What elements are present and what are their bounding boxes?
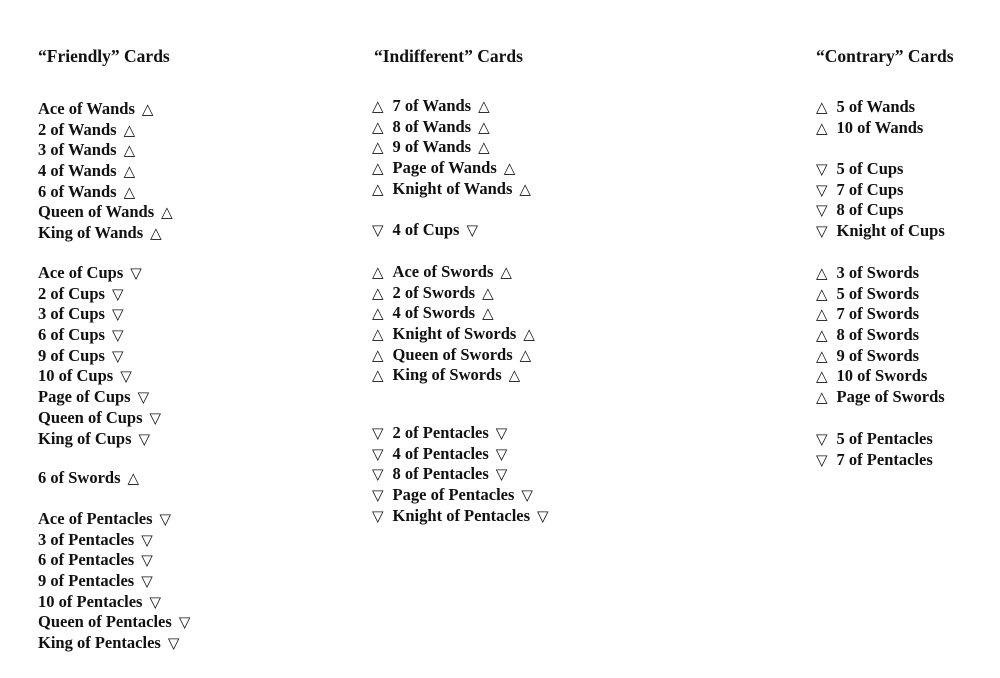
up-triangle-icon: △ [372, 283, 384, 302]
card-name: King of Wands [38, 223, 144, 243]
up-triangle-icon: △ [816, 118, 828, 137]
card-row [372, 158, 531, 179]
card-name: 10 of Cups [38, 366, 114, 386]
down-triangle-icon: ▽ [495, 465, 508, 484]
card-name: Ace of Wands [38, 99, 135, 118]
card-row [372, 179, 531, 200]
card-row [38, 161, 173, 182]
up-triangle-icon: △ [372, 263, 384, 281]
down-triangle-icon: ▽ [816, 160, 828, 178]
up-triangle-icon: △ [123, 141, 136, 160]
friendly-wands-group [38, 99, 173, 244]
up-triangle-icon: △ [816, 284, 828, 303]
card-row [816, 118, 923, 139]
card-name: Ace of Pentacles [38, 509, 153, 528]
up-triangle-icon: △ [816, 326, 828, 345]
card-name: 2 of Wands [38, 119, 117, 139]
down-triangle-icon: ▽ [521, 486, 533, 505]
card-name: 3 of Cups [38, 304, 105, 324]
down-triangle-icon: ▽ [141, 572, 153, 591]
down-triangle-icon: ▽ [111, 284, 124, 303]
card-row [38, 223, 173, 244]
indifferent-cups-group [372, 220, 478, 241]
card-name: 10 of Swords [836, 366, 928, 386]
card-name: Queen of Pentacles [38, 612, 172, 632]
card-row [372, 262, 535, 283]
card-name: 7 of Pentacles [836, 449, 933, 469]
card-name: 6 of Swords [38, 468, 121, 487]
card-name: Knight of Swords [392, 324, 517, 344]
card-row [372, 464, 549, 485]
down-triangle-icon: ▽ [178, 613, 191, 632]
friendly-pentacles-group [38, 509, 190, 654]
down-triangle-icon: ▽ [495, 424, 508, 442]
card-name: Ace of Swords [392, 262, 494, 281]
friendly-heading: “Friendly” Cards [38, 46, 170, 66]
card-row [816, 263, 945, 284]
down-triangle-icon: ▽ [149, 592, 162, 611]
card-name: 2 of Pentacles [392, 423, 489, 442]
contrary-heading: “Contrary” Cards [816, 46, 954, 66]
card-row [38, 550, 190, 571]
up-triangle-icon: △ [372, 345, 384, 364]
down-triangle-icon: ▽ [816, 450, 828, 469]
card-row [816, 366, 945, 387]
down-triangle-icon: ▽ [816, 180, 828, 199]
card-name: Queen of Cups [38, 407, 143, 427]
card-row [816, 450, 933, 471]
down-triangle-icon: ▽ [137, 388, 150, 407]
card-row [38, 509, 190, 530]
card-name: 7 of Cups [836, 179, 904, 199]
up-triangle-icon: △ [523, 325, 535, 344]
card-row [38, 612, 190, 633]
card-name: 2 of Cups [38, 283, 105, 303]
card-row [816, 325, 945, 346]
up-triangle-icon: △ [161, 203, 173, 222]
card-name: 8 of Cups [836, 200, 904, 220]
card-row [38, 429, 161, 450]
card-name: 2 of Swords [392, 282, 476, 302]
down-triangle-icon: ▽ [149, 408, 162, 427]
card-row [816, 200, 945, 221]
down-triangle-icon: ▽ [138, 429, 151, 448]
up-triangle-icon: △ [816, 305, 828, 324]
card-name: 4 of Cups [392, 220, 460, 239]
card-name: 10 of Wands [836, 117, 924, 137]
up-triangle-icon: △ [123, 162, 136, 181]
contrary-wands-group [816, 97, 923, 138]
card-name: Knight of Wands [392, 178, 513, 198]
card-name: King of Cups [38, 428, 132, 448]
card-name: 3 of Wands [38, 140, 117, 160]
card-row [38, 263, 161, 284]
down-triangle-icon: ▽ [111, 346, 124, 365]
up-triangle-icon: △ [478, 138, 490, 157]
card-name: 5 of Cups [836, 159, 904, 178]
card-name: Page of Cups [38, 387, 131, 407]
down-triangle-icon: ▽ [167, 634, 180, 653]
card-row [372, 444, 549, 465]
friendly-cups-group [38, 263, 161, 449]
card-row [372, 220, 478, 241]
card-row [372, 365, 535, 386]
down-triangle-icon: ▽ [372, 221, 384, 239]
card-name: 6 of Wands [38, 181, 117, 201]
up-triangle-icon: △ [478, 97, 490, 115]
card-name: 8 of Pentacles [392, 464, 489, 484]
up-triangle-icon: △ [519, 345, 532, 364]
up-triangle-icon: △ [482, 283, 494, 302]
up-triangle-icon: △ [127, 469, 140, 487]
card-name: 4 of Swords [392, 303, 476, 323]
card-name: 9 of Wands [392, 137, 472, 157]
card-name: 3 of Pentacles [38, 529, 135, 549]
up-triangle-icon: △ [372, 304, 384, 323]
card-row [38, 387, 161, 408]
card-row [816, 221, 945, 242]
down-triangle-icon: ▽ [537, 506, 549, 525]
card-name: 7 of Swords [836, 304, 920, 324]
card-row [816, 180, 945, 201]
card-row [816, 346, 945, 367]
card-row [38, 408, 161, 429]
card-name: Knight of Pentacles [392, 505, 531, 525]
card-row [38, 346, 161, 367]
up-triangle-icon: △ [372, 366, 384, 385]
card-row [372, 485, 549, 506]
up-triangle-icon: △ [372, 325, 384, 344]
card-name: King of Pentacles [38, 633, 161, 653]
friendly-swords-group [38, 468, 139, 489]
card-row [372, 303, 535, 324]
card-name: Page of Pentacles [392, 485, 515, 505]
indifferent-pentacles-group [372, 423, 549, 526]
up-triangle-icon: △ [123, 120, 136, 139]
card-name: 10 of Pentacles [38, 591, 143, 611]
down-triangle-icon: ▽ [495, 444, 508, 463]
up-triangle-icon: △ [150, 224, 162, 243]
down-triangle-icon: ▽ [372, 444, 384, 463]
card-name: Queen of Wands [38, 202, 155, 222]
contrary-cups-group [816, 159, 945, 242]
up-triangle-icon: △ [372, 179, 384, 198]
card-row [38, 202, 173, 223]
down-triangle-icon: ▽ [159, 510, 172, 528]
card-row [38, 304, 161, 325]
up-triangle-icon: △ [372, 159, 384, 178]
down-triangle-icon: ▽ [816, 201, 828, 220]
up-triangle-icon: △ [372, 117, 384, 136]
card-name: 6 of Pentacles [38, 550, 135, 570]
card-row [38, 530, 190, 551]
card-row [372, 283, 535, 304]
card-row [816, 304, 945, 325]
card-name: Ace of Cups [38, 263, 124, 282]
up-triangle-icon: △ [500, 263, 512, 281]
card-name: 9 of Cups [38, 345, 105, 365]
indifferent-heading: “Indifferent” Cards [374, 46, 523, 66]
card-row [816, 159, 945, 180]
card-name: 4 of Wands [38, 161, 117, 181]
card-row [38, 592, 190, 613]
up-triangle-icon: △ [508, 366, 521, 385]
card-name: 9 of Swords [836, 345, 920, 365]
card-name: 5 of Swords [836, 283, 920, 303]
down-triangle-icon: ▽ [372, 486, 384, 505]
down-triangle-icon: ▽ [141, 530, 153, 549]
up-triangle-icon: △ [503, 159, 516, 178]
up-triangle-icon: △ [816, 98, 828, 116]
card-name: Page of Wands [392, 158, 497, 178]
card-row [372, 324, 535, 345]
down-triangle-icon: ▽ [130, 264, 142, 282]
card-name: 8 of Swords [836, 325, 920, 345]
contrary-swords-group [816, 263, 945, 408]
card-row [816, 97, 923, 118]
card-row [372, 345, 535, 366]
card-row [38, 468, 139, 489]
card-name: 5 of Wands [836, 97, 916, 116]
up-triangle-icon: △ [372, 138, 384, 157]
up-triangle-icon: △ [816, 346, 828, 365]
card-row [372, 506, 549, 527]
down-triangle-icon: ▽ [372, 465, 384, 484]
up-triangle-icon: △ [141, 100, 154, 118]
card-name: Page of Swords [836, 387, 945, 407]
card-row [38, 182, 173, 203]
card-row [372, 423, 549, 444]
indifferent-wands-group [372, 96, 531, 199]
down-triangle-icon: ▽ [372, 506, 384, 525]
down-triangle-icon: ▽ [141, 551, 153, 570]
card-row [372, 96, 531, 117]
card-name: King of Swords [392, 365, 502, 385]
card-name: 9 of Pentacles [38, 571, 135, 591]
up-triangle-icon: △ [123, 182, 136, 201]
down-triangle-icon: ▽ [111, 305, 124, 324]
card-row [816, 387, 945, 408]
indifferent-swords-group [372, 262, 535, 386]
card-name: 7 of Wands [392, 96, 472, 115]
up-triangle-icon: △ [519, 179, 531, 198]
card-name: 4 of Pentacles [392, 443, 489, 463]
down-triangle-icon: ▽ [816, 222, 828, 241]
card-row [38, 140, 173, 161]
card-name: Knight of Cups [836, 221, 945, 241]
up-triangle-icon: △ [482, 304, 494, 323]
card-row [38, 120, 173, 141]
down-triangle-icon: ▽ [466, 221, 479, 239]
card-name: Queen of Swords [392, 344, 513, 364]
up-triangle-icon: △ [478, 117, 490, 136]
card-row [38, 633, 190, 654]
card-row [38, 284, 161, 305]
card-row [38, 99, 173, 120]
card-name: 8 of Wands [392, 116, 472, 136]
card-name: 3 of Swords [836, 263, 920, 282]
down-triangle-icon: ▽ [816, 430, 828, 448]
card-name: 6 of Cups [38, 325, 105, 345]
card-name: 5 of Pentacles [836, 429, 933, 448]
up-triangle-icon: △ [816, 367, 828, 386]
card-row [816, 429, 933, 450]
card-row [38, 571, 190, 592]
card-row [816, 284, 945, 305]
up-triangle-icon: △ [816, 264, 828, 282]
down-triangle-icon: ▽ [120, 367, 132, 386]
card-row [38, 325, 161, 346]
card-row [372, 117, 531, 138]
card-row [372, 137, 531, 158]
up-triangle-icon: △ [372, 97, 384, 115]
down-triangle-icon: ▽ [111, 326, 124, 345]
down-triangle-icon: ▽ [372, 424, 384, 442]
up-triangle-icon: △ [816, 388, 828, 407]
contrary-pentacles-group [816, 429, 933, 470]
card-row [38, 366, 161, 387]
